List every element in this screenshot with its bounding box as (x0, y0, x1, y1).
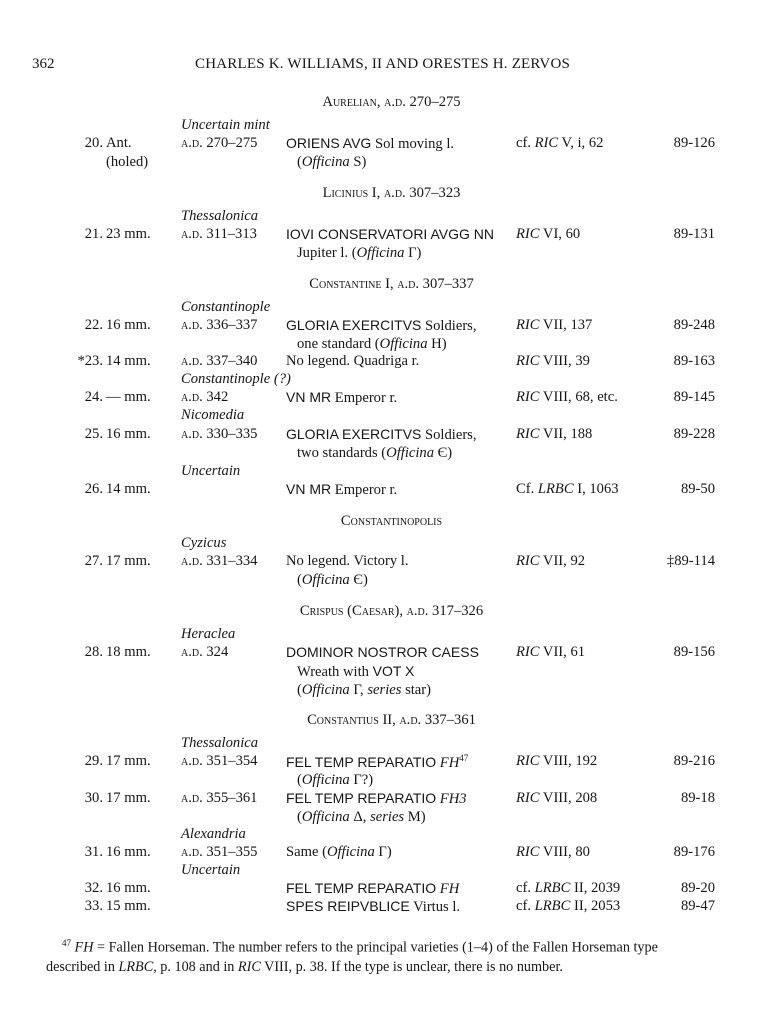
entry-size: 14 mm. (106, 481, 151, 497)
entry-reference: RIC VIII, 208 (516, 790, 598, 806)
mint-label: Constantinople (181, 299, 271, 315)
entry-legend: SPES REIPVBLICE Virtus l. (286, 898, 461, 915)
mint-label: Cyzicus (181, 535, 227, 551)
mint-label: Alexandria (181, 826, 246, 842)
entry-number: 29. (84, 753, 103, 769)
entry-date: a.d. 336–337 (181, 317, 258, 333)
entry-date: a.d. 311–313 (181, 226, 257, 242)
entry-size: 17 mm. (106, 753, 151, 769)
section-title: Licinius I, a.d. 307–323 (322, 185, 461, 201)
entry-date: a.d. 330–335 (181, 426, 258, 442)
mint-label: Nicomedia (181, 407, 245, 423)
entry-size: 17 mm. (106, 553, 151, 569)
entry-legend: FEL TEMP REPARATIO FH3 (286, 790, 467, 807)
inventory-number: 89-50 (680, 481, 715, 497)
inventory-number: 89-126 (673, 135, 715, 151)
inventory-number: 89-18 (680, 790, 715, 806)
entry-reference: Cf. LRBC I, 1063 (516, 481, 619, 497)
entry-size: 15 mm. (106, 898, 151, 914)
entry-legend: No legend. Quadriga r. (286, 353, 420, 369)
section-title: Constantius II, a.d. 337–361 (307, 712, 476, 728)
entry-number: 27. (84, 553, 103, 569)
entry-size: 16 mm. (106, 317, 151, 333)
entry-size: 18 mm. (106, 644, 151, 660)
entry-reference: RIC VII, 137 (516, 317, 593, 333)
entry-number: 28. (84, 644, 103, 660)
entry-legend-line2: Jupiter l. (Officina Γ) (297, 245, 422, 261)
entry-size: — mm. (106, 389, 151, 405)
inventory-number: 89-248 (673, 317, 715, 333)
entry-legend: VN MR Emperor r. (286, 481, 398, 498)
entry-legend: FEL TEMP REPARATIO FH (286, 880, 460, 897)
entry-size: 17 mm. (106, 790, 151, 806)
entry-legend-line3: (Officina Γ, series star) (297, 682, 432, 698)
running-title: CHARLES K. WILLIAMS, II AND ORESTES H. ZERVOS (195, 56, 571, 72)
entry-number: 21. (84, 226, 103, 242)
entry-reference: RIC VIII, 68, etc. (516, 389, 618, 405)
entry-reference: RIC VIII, 80 (516, 844, 590, 860)
entry-reference: RIC VI, 60 (516, 226, 581, 242)
entry-legend: VN MR Emperor r. (286, 389, 398, 406)
entry-date: a.d. 351–354 (181, 753, 258, 769)
entry-size: 23 mm. (106, 226, 151, 242)
entry-reference: RIC VIII, 192 (516, 753, 598, 769)
entry-size: 16 mm. (106, 844, 151, 860)
entry-legend: GLORIA EXERCITVS Soldiers, (286, 317, 477, 334)
footnote-number: 47 (62, 938, 71, 948)
entry-legend-line2: (Officina Є) (297, 572, 368, 588)
entry-legend: No legend. Victory l. (286, 553, 409, 569)
running-header (0, 56, 783, 78)
entry-number: 30. (84, 790, 103, 806)
entry-legend: ORIENS AVG Sol moving l. (286, 135, 455, 152)
inventory-number: 89-20 (680, 880, 715, 896)
entry-legend: IOVI CONSERVATORI AVGG NN (286, 226, 494, 242)
footnote: $^{47}$ FH = Fallen Horseman. The number refers to the principal varieties (1–4) of the Fallen Horseman type described in LRBC, p. 108 and in RIC VIII, p. 38. If the type is unclear, there is no number. (46, 938, 658, 975)
entry-number: 26. (84, 481, 103, 497)
entry-size-note: (holed) (106, 154, 149, 170)
inventory-number: 89-131 (673, 226, 715, 242)
entry-date: a.d. 324 (181, 644, 229, 660)
mint-label: Thessalonica (181, 208, 259, 224)
entry-number: 31. (84, 844, 103, 860)
entry-number: 22. (84, 317, 103, 333)
entry-legend-line2: (Officina Δ, series M) (297, 809, 426, 825)
inventory-number: 89-47 (680, 898, 715, 914)
mint-label: Thessalonica (181, 735, 259, 751)
inventory-number: 89-145 (673, 389, 715, 405)
entry-date: a.d. 270–275 (181, 135, 258, 151)
section-title: Constantine I, a.d. 307–337 (309, 276, 474, 292)
entry-legend-line2: two standards (Officina Є) (297, 445, 453, 461)
mint-label: Uncertain mint (181, 117, 270, 133)
entry-reference: cf. LRBC II, 2053 (516, 898, 621, 914)
section-title: Crispus (Caesar), a.d. 317–326 (299, 603, 484, 619)
page-number: 362 (32, 56, 55, 72)
inventory-number: 89-156 (673, 644, 715, 660)
entry-size: 14 mm. (106, 353, 151, 369)
entry-number: 32. (84, 880, 103, 896)
inventory-number: ‡89-114 (666, 553, 715, 569)
entry-number: 25. (84, 426, 103, 442)
entry-reference: cf. LRBC II, 2039 (516, 880, 621, 896)
section-title: Constantinopolis (340, 513, 443, 529)
entry-legend: FEL TEMP REPARATIO FH$^{47}$ (286, 753, 469, 771)
footnote-marker: 47 (459, 753, 469, 763)
entry-reference: RIC VII, 92 (516, 553, 586, 569)
entry-legend-line2: (Officina S) (297, 154, 367, 170)
inventory-number: 89-228 (673, 426, 715, 442)
mint-label: Heraclea (181, 626, 236, 642)
entry-reference: RIC VIII, 39 (516, 353, 590, 369)
entry-date: a.d. 337–340 (181, 353, 258, 369)
mint-label: Uncertain (181, 463, 241, 479)
entry-number: 24. (84, 389, 103, 405)
entry-legend: Same (Officina Γ) (286, 844, 392, 860)
section-title: Aurelian, a.d. 270–275 (322, 94, 461, 110)
entry-number: 33. (84, 898, 103, 914)
entry-number: 20. (84, 135, 103, 151)
entry-reference: cf. RIC V, i, 62 (516, 135, 604, 151)
entry-size: 16 mm. (106, 880, 151, 896)
mint-label: Constantinople (?) (181, 371, 291, 387)
entry-reference: RIC VII, 61 (516, 644, 586, 660)
entry-size: Ant. (106, 135, 132, 151)
entry-date: a.d. 355–361 (181, 790, 258, 806)
inventory-number: 89-176 (673, 844, 715, 860)
inventory-number: 89-163 (673, 353, 715, 369)
entry-date: a.d. 351–355 (181, 844, 258, 860)
entry-number: *23. (77, 353, 103, 369)
inventory-number: 89-216 (673, 753, 715, 769)
entry-legend: DOMINOR NOSTROR CAESS (286, 644, 479, 660)
entry-date: a.d. 331–334 (181, 553, 258, 569)
entry-legend-line2: (Officina Γ?) (297, 772, 374, 788)
entry-date: a.d. 342 (181, 389, 229, 405)
entry-legend-line2: one standard (Officina H) (297, 336, 447, 352)
entry-size: 16 mm. (106, 426, 151, 442)
entry-legend-line2: Wreath with VOT X (297, 663, 415, 680)
entry-legend: GLORIA EXERCITVS Soldiers, (286, 426, 477, 443)
entry-reference: RIC VII, 188 (516, 426, 593, 442)
mint-label: Uncertain (181, 862, 241, 878)
